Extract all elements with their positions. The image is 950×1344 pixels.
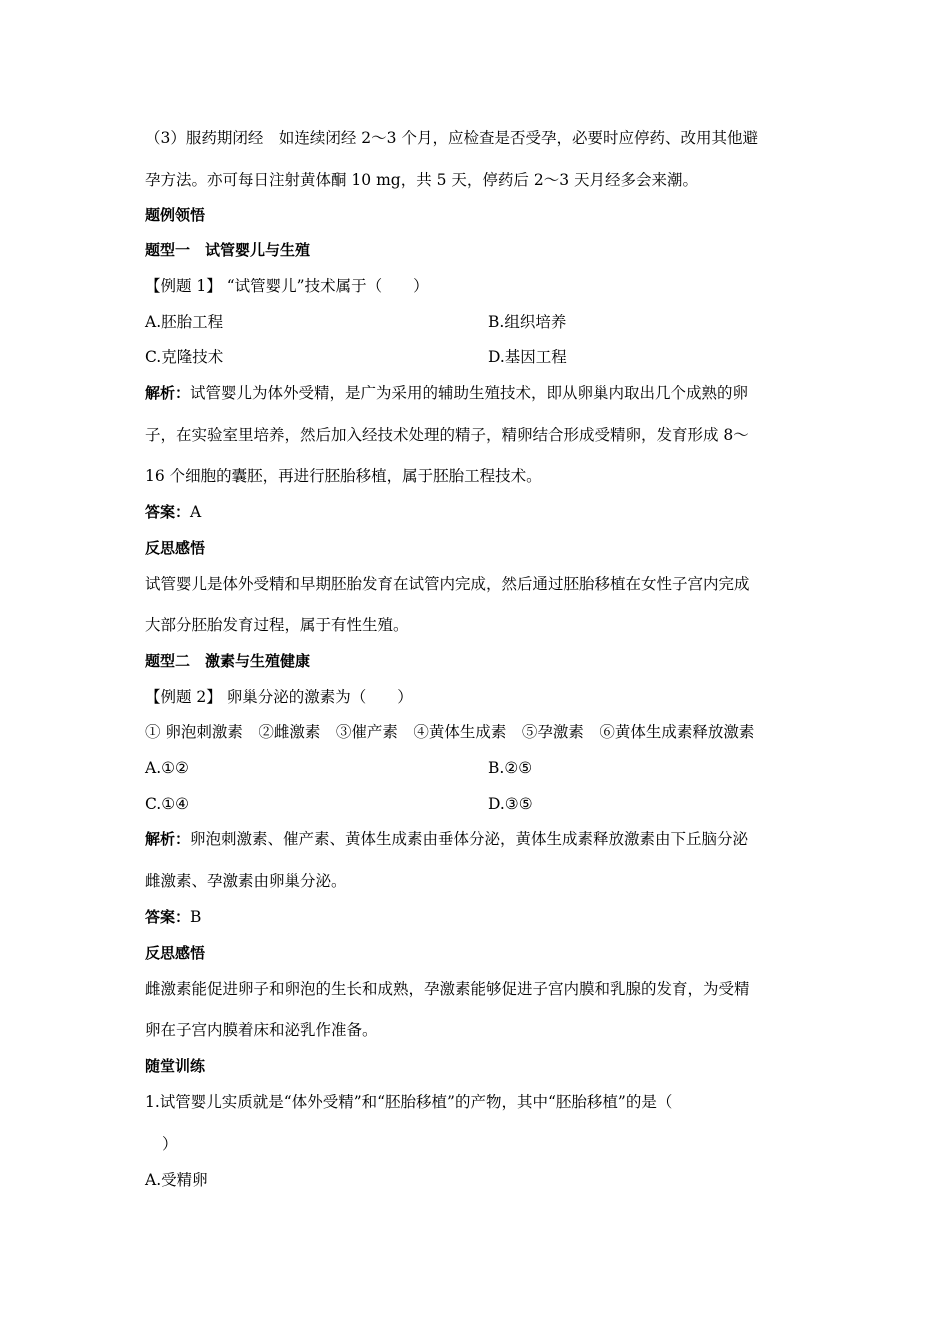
example2-reflection-heading: 反思感悟 (145, 944, 206, 962)
practice-q1-line-1: 1.试管婴儿实质就是“体外受精”和“胚胎移植”的产物，其中“胚胎移植”的是（ (145, 1093, 673, 1111)
example2-option-c: C.①④ (145, 795, 190, 813)
example1-option-d: D.基因工程 (488, 348, 567, 366)
example1-option-b: B.组织培养 (488, 313, 567, 331)
example2-option-b: B.②⑤ (488, 759, 533, 777)
example1-analysis-line-1 (145, 383, 748, 403)
answer-value: A (190, 503, 202, 521)
example2-question: 【例题 2】 卵巢分泌的激素为（ ） (145, 688, 413, 706)
example1-reflection-heading: 反思感悟 (145, 539, 206, 557)
practice-heading: 随堂训练 (145, 1057, 206, 1075)
analysis-text: 试管婴儿为体外受精，是广为采用的辅助生殖技术，即从卵巢内取出几个成熟的卵 (190, 384, 749, 402)
example2-analysis-line-1 (145, 829, 748, 849)
analysis-label: 解析： (145, 830, 191, 848)
example1-option-a: A.胚胎工程 (145, 313, 224, 331)
example1-analysis-line-2: 子，在实验室里培养，然后加入经技术处理的精子，精卵结合形成受精卵，发育形成 8～ (145, 426, 749, 444)
type2-heading: 题型二 激素与生殖健康 (145, 652, 311, 670)
answer-label: 答案： (145, 503, 191, 521)
section-heading-examples: 题例领悟 (145, 206, 206, 224)
example2-items: ① 卵泡刺激素 ②雌激素 ③催产素 ④黄体生成素 ⑤孕激素 ⑥黄体生成素释放激素 (145, 723, 755, 741)
example2-reflection-line-1: 雌激素能促进卵子和卵泡的生长和成熟，孕激素能够促进子宫内膜和乳腺的发育，为受精 (145, 980, 750, 998)
intro-line-1: （3）服药期闭经 如连续闭经 2～3 个月，应检查是否受孕，必要时应停药、改用其他避 (145, 129, 758, 147)
analysis-label: 解析： (145, 384, 191, 402)
example2-option-d: D.③⑤ (488, 795, 533, 813)
example1-reflection-line-2: 大部分胚胎发育过程，属于有性生殖。 (145, 616, 409, 634)
intro-line-2: 孕方法。亦可每日注射黄体酮 10 mg，共 5 天，停药后 2～3 天月经多会来潮。 (145, 171, 698, 189)
example1-question: 【例题 1】 “试管婴儿”技术属于（ ） (145, 277, 429, 295)
example2-option-row-2 (145, 794, 533, 814)
example2-answer (145, 907, 201, 927)
example2-analysis-line-2: 雌激素、孕激素由卵巢分泌。 (145, 872, 347, 890)
example2-option-a: A.①② (145, 759, 189, 777)
example1-option-row-2 (145, 347, 567, 367)
example2-reflection-line-2: 卵在子宫内膜着床和泌乳作准备。 (145, 1021, 378, 1039)
example1-option-row-1 (145, 312, 567, 332)
example2-option-row-1 (145, 758, 533, 778)
practice-q1-line-2: ） (162, 1135, 178, 1153)
practice-q1-option-a: A.受精卵 (145, 1171, 208, 1189)
example1-reflection-line-1: 试管婴儿是体外受精和早期胚胎发育在试管内完成，然后通过胚胎移植在女性子宫内完成 (145, 575, 750, 593)
analysis-text: 卵泡刺激素、催产素、黄体生成素由垂体分泌，黄体生成素释放激素由下丘脑分泌 (190, 830, 749, 848)
example1-answer (145, 502, 201, 522)
answer-label: 答案： (145, 908, 191, 926)
example1-option-c: C.克隆技术 (145, 348, 224, 366)
answer-value: B (190, 908, 202, 926)
type1-heading: 题型一 试管婴儿与生殖 (145, 241, 311, 259)
example1-analysis-line-3: 16 个细胞的囊胚，再进行胚胎移植，属于胚胎工程技术。 (145, 467, 542, 485)
